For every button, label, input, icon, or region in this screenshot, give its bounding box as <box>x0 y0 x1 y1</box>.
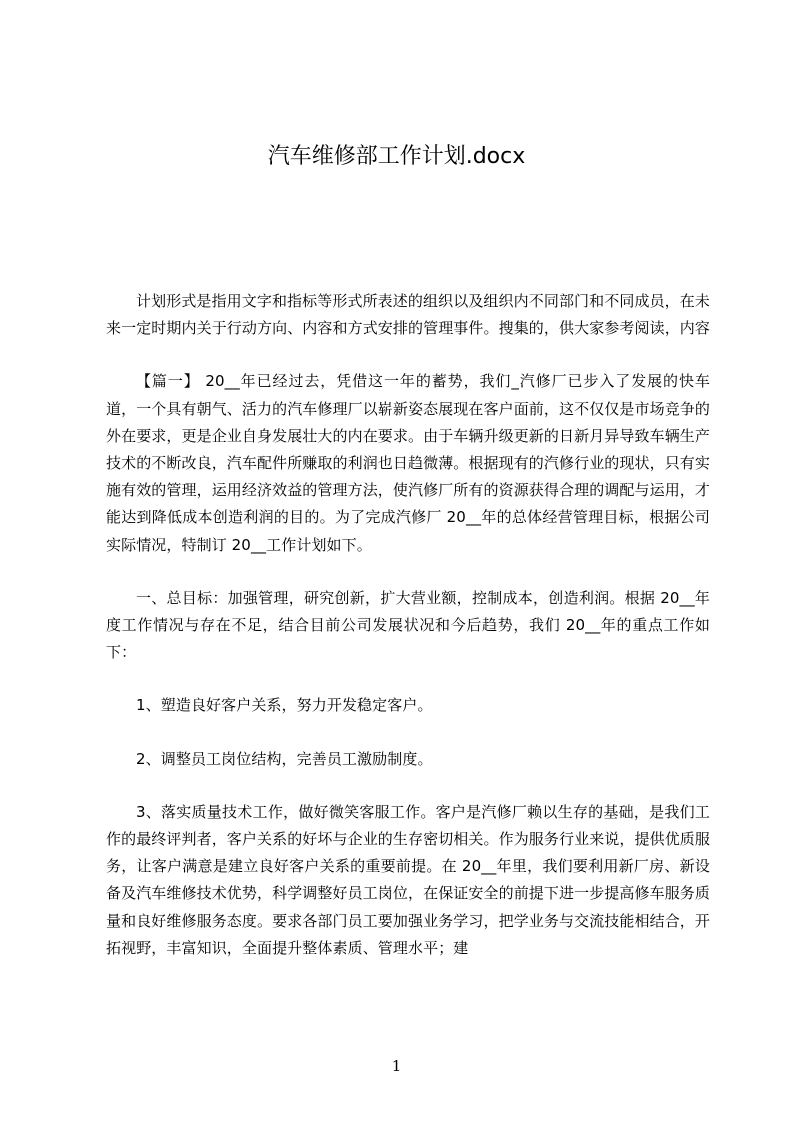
page-number: 1 <box>391 1057 402 1075</box>
list-item-staff-structure: 2、调整员工岗位结构，完善员工激励制度。 <box>136 749 433 768</box>
list-item-quality-service: 3、落实质量技术工作，做好微笑客服工作。客户是汽修厂赖以生存的基础，是我们工作的最终评判者，客户关系的好坏与企业的生存密切相关。作为服务行业来说，提供优质服务，让客户满意是建立良好客户关系的重要前提。在 20__年里，我们要利用新厂房、新设备及汽车维修技术优势，科学调整好员工岗位，在保证安全的前提下进一步提高修车服务质量和良好维修服务态度。要求各部门员工要加强业务学习，把学业务与交流技能相结合，开拓视野，丰富知识，全面提升整体素质、管理水平；建 <box>106 802 711 957</box>
section-one-paragraph: 【篇一】 20__年已经过去，凭借这一年的蓄势，我们_汽修厂已步入了发展的快车道，一个具有朝气、活力的汽车修理厂以崭新姿态展现在客户面前，这不仅仅是市场竞争的外在要求，更是企业自身发展壮大的内在要求。由于车辆升级更新的日新月异导致车辆生产技术的不断改良，汽车配件所赚取的利润也日趋微薄。根据现有的汽修行业的现状，只有实施有效的管理，运用经济效益的管理方法，使汽修厂所有的资源获得合理的调配与运用，才能达到降低成本创造利润的目的。为了完成汽修厂 20__年的总体经营管理目标，根据公司实际情况，特制订 20__工作计划如下。 <box>106 372 711 554</box>
document-title: 汽车维修部工作计划.docx <box>267 144 526 169</box>
overall-goal-paragraph: 一、总目标：加强管理，研究创新，扩大营业额，控制成本，创造利润。根据 20__年度工作情况与存在不足，结合目前公司发展状况和今后趋势，我们 20__年的重点工作如下： <box>106 588 710 662</box>
intro-paragraph: 计划形式是指用文字和指标等形式所表述的组织以及组织内不同部门和不同成员，在未来一定时期内关于行动方向、内容和方式安排的管理事件。搜集的，供大家参考阅读，内容 <box>106 292 711 338</box>
list-item-customer-relations: 1、塑造良好客户关系，努力开发稳定客户。 <box>136 696 433 715</box>
document-body <box>106 288 710 988</box>
